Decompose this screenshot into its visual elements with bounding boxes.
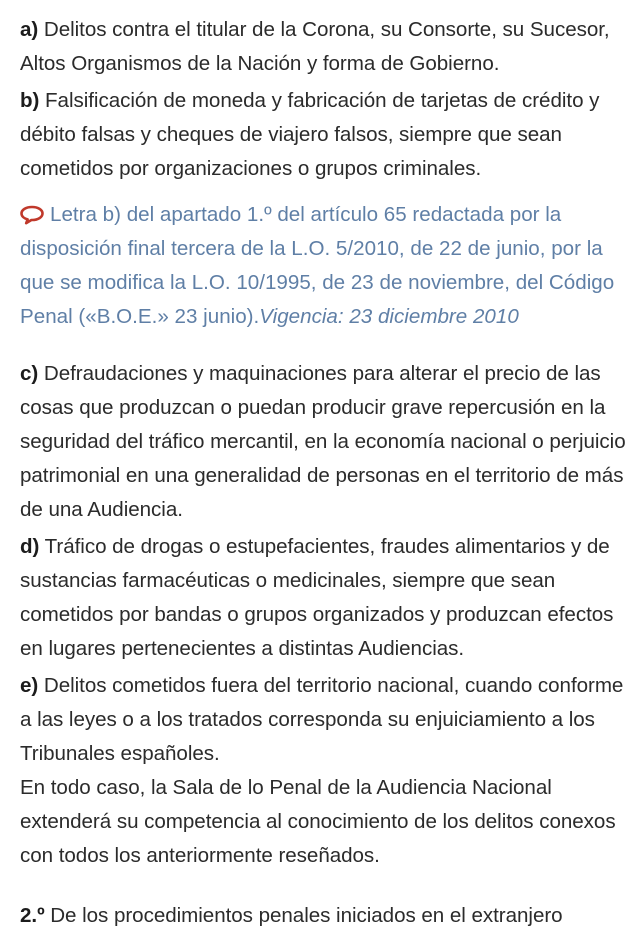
item-c-text: Defraudaciones y maquinaciones para alterar el precio de las cosas que produzcan o puedan producir grave repercusión en la seguridad del tráfico mercantil, en la economía nacional o perjuicio patrimonial en una generalidad de personas en el territorio de más de una Audiencia. [20, 362, 626, 521]
item-e-text: Delitos cometidos fuera del territorio nacional, cuando conforme a las leyes o a los tratados corresponda su enjuiciamiento a los Tribunales españoles. [20, 674, 624, 765]
amendment-note [20, 198, 640, 334]
item-a-label: a) [20, 18, 39, 41]
comment-icon[interactable] [20, 205, 50, 225]
item-d-text: Tráfico de drogas o estupefacientes, fraudes alimentarios y de sustancias farmacéuticas o medicinales, siempre que sean cometidos por bandas o grupos organizados y produzcan efectos en lugares pertenecientes a distintas Audiencias. [20, 535, 614, 660]
section-2-text: De los procedimientos penales iniciados en el extranjero [44, 904, 563, 927]
item-b-text: Falsificación de moneda y fabricación de tarjetas de crédito y débito falsas y cheques de viajero falsos, siempre que sean cometidos por organizaciones o grupos criminales. [20, 89, 600, 180]
vigencia-date: Vigencia: 23 diciembre 2010 [259, 305, 519, 328]
item-a [20, 13, 640, 81]
item-c-label: c) [20, 362, 39, 385]
law-article-content [20, 13, 640, 933]
item-e-label: e) [20, 674, 39, 697]
section-2-label: 2.º [20, 904, 45, 927]
item-b-label: b) [20, 89, 40, 112]
item-e [20, 669, 640, 771]
item-d [20, 530, 640, 666]
item-a-text: Delitos contra el titular de la Corona, su Consorte, su Sucesor, Altos Organismos de la Nación y forma de Gobierno. [20, 18, 610, 75]
amendment-note-text: Letra b) del apartado 1.º del artículo 65 redactada por la disposición final tercera de la L.O. 5/2010, de 22 de junio, por la que se modifica la L.O. 10/1995, de 23 de noviembre, del Código Penal («B.O.E.» 23 junio). [20, 203, 615, 328]
item-b [20, 84, 640, 186]
closing-paragraph: En todo caso, la Sala de lo Penal de la Audiencia Nacional extenderá su competencia al conocimiento de los delitos conexos con todos los anteriormente reseñados. [20, 776, 616, 867]
item-d-label: d) [20, 535, 40, 558]
item-c [20, 357, 640, 527]
section-2 [20, 899, 640, 933]
